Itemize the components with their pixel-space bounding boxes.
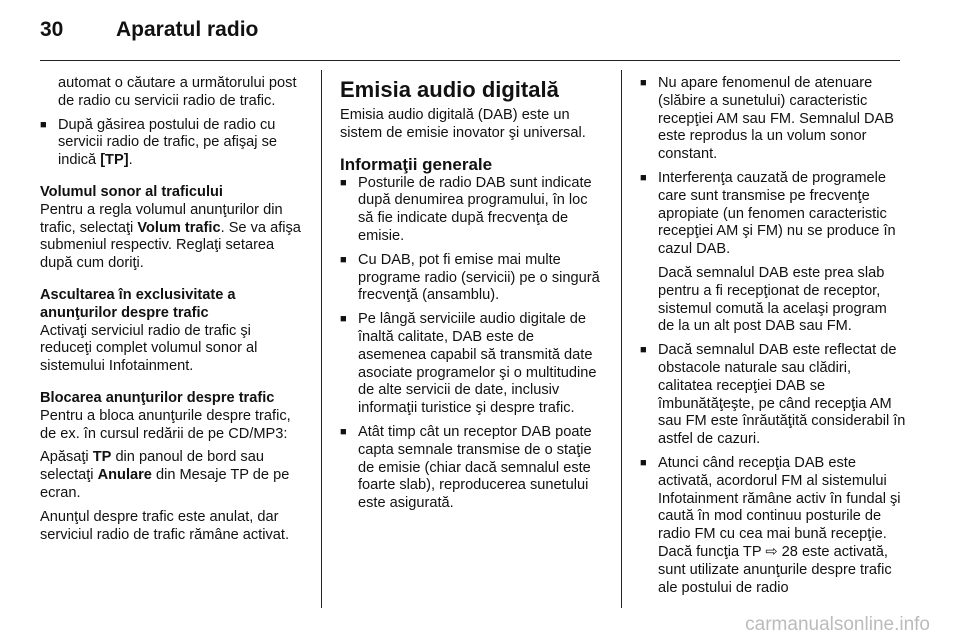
list-item-text: Atunci când recepţia DAB este activată, acordorul FM al sistemului Infotainment rămâne activ în fundal şi caută în mod continuu posturile de radio FM cu cea mai bună recepţie. Dacă funcţia TP ⇨ 28 este activată, sunt utilizate anunţurile despre trafic ale postului de radio <box>658 454 901 596</box>
square-bullet-icon: ■ <box>340 313 347 326</box>
square-bullet-icon: ■ <box>340 425 347 438</box>
square-bullet-icon: ■ <box>640 344 647 357</box>
header-divider <box>40 60 900 61</box>
section-title-exclusive-listening: Ascultarea în exclusivitate a anunţurilor despre trafic <box>40 286 236 321</box>
list-item-text: Cu DAB, pot fi emise mai multe programe radio (servicii) pe o singură frecvenţă (ansamblu). <box>358 251 600 304</box>
list-item-text: Nu apare fenomenul de atenuare (slăbire a sunetului) caracteristic recepţiei AM sau FM. Semnalul DAB este reprodus la un volum sonor constant. <box>658 75 895 163</box>
list-item <box>640 170 906 259</box>
page-reference-arrow-icon: ⇨ <box>765 543 778 560</box>
section-text-block-3: Anunţul despre trafic este anulat, dar serviciul radio de trafic rămâne activat. <box>40 508 290 543</box>
list-item-text: Atât timp cât un receptor DAB poate capta semnale transmise de o staţie de emisie (chiar dacă semnalul este foarte slab), reproducerea sunetului este asigurată. <box>358 423 592 512</box>
square-bullet-icon: ■ <box>640 77 647 89</box>
section-title-traffic-volume: Volumul sonor al traficului <box>40 183 223 200</box>
square-bullet-icon: ■ <box>640 171 647 184</box>
square-bullet-icon: ■ <box>40 118 47 131</box>
list-item-text: După găsirea postului de radio cu servicii radio de trafic, pe afişaj se indică [TP]. <box>58 116 277 169</box>
column-divider-2 <box>621 70 622 608</box>
column-right <box>640 75 906 597</box>
continued-bullet-text: automat o căutare a următorului post de radio cu servicii radio de trafic. <box>58 75 297 109</box>
column-middle <box>340 75 606 513</box>
section-text-block-1: Pentru a bloca anunţurile despre trafic, de ex. în cursul redării de pe CD/MP3: <box>40 407 291 442</box>
section-text-block-2: Apăsaţi TP din panoul de bord sau selectaţi Anulare din Mesaje TP de pe ecran. <box>40 449 290 501</box>
column-divider-1 <box>321 70 322 608</box>
menu-term: Volum trafic <box>137 219 221 236</box>
square-bullet-icon: ■ <box>640 456 647 469</box>
watermark-text: carmanualsonline.info <box>745 614 930 635</box>
page-number: 30 <box>40 18 64 41</box>
list-item <box>340 424 606 513</box>
list-item <box>340 252 606 305</box>
list-item-continuation: Dacă semnalul DAB este prea slab pentru a fi recepţionat de receptor, sistemul comută la acelaşi program de la un alt post DAB sau FM. <box>658 264 887 335</box>
page-title: Aparatul radio <box>116 18 259 41</box>
section-text-exclusive-listening: Activaţi serviciul radio de trafic şi reduceţi complet volumul sonor al sistemului Infotainment. <box>40 322 258 375</box>
column-left <box>40 75 306 544</box>
intro-text: Emisia audio digitală (DAB) este un sistem de emisie inovator şi universal. <box>340 107 586 141</box>
page-header <box>40 18 258 48</box>
list-item <box>40 117 306 170</box>
tp-indicator: [TP] <box>100 152 129 169</box>
subheading-general-info: Informaţii generale <box>340 154 493 174</box>
square-bullet-icon: ■ <box>340 253 347 266</box>
list-item <box>640 455 906 597</box>
section-title-block-announcements: Blocarea anunţurilor despre trafic <box>40 389 275 406</box>
list-item-text: Posturile de radio DAB sunt indicate după denumirea programului, în loc să fie indicate după frecvenţa de emisie. <box>358 174 592 244</box>
list-item <box>640 342 906 449</box>
list-item-text: Interferenţa cauzată de programele care sunt transmise pe frecvenţe apropiate (un fenomen caracteristic recepţiei AM şi FM) nu se produce în cazul DAB. <box>658 169 896 258</box>
list-item-text: Pe lângă serviciile audio digitale de înaltă calitate, DAB este de asemenea capabil să transmită date asociate programelor şi o multitudine de alte servicii de date, inclusiv informaţii turistice şi despre trafic. <box>358 311 597 417</box>
tp-button-term: TP <box>92 449 112 466</box>
page-reference[interactable]: 28 <box>781 543 798 560</box>
heading-digital-audio: Emisia audio digitală <box>340 77 559 102</box>
list-item <box>640 75 906 164</box>
section-text-traffic-volume: Pentru a regla volumul anunţurilor din trafic, selectaţi Volum trafic. Se va afişa submeniul respectiv. Reglaţi setarea după cum doriţi. <box>40 201 301 272</box>
list-item-text: Dacă semnalul DAB este reflectat de obstacole naturale sau clădiri, calitatea recepţiei DAB se îmbunătăţeşte, pe când recepţia AM sau FM este înrăutăţită considerabil în astfel de cazuri. <box>658 342 906 448</box>
square-bullet-icon: ■ <box>340 176 347 189</box>
list-item <box>340 311 606 418</box>
list-item <box>340 175 606 246</box>
cancel-term: Anulare <box>97 467 152 484</box>
